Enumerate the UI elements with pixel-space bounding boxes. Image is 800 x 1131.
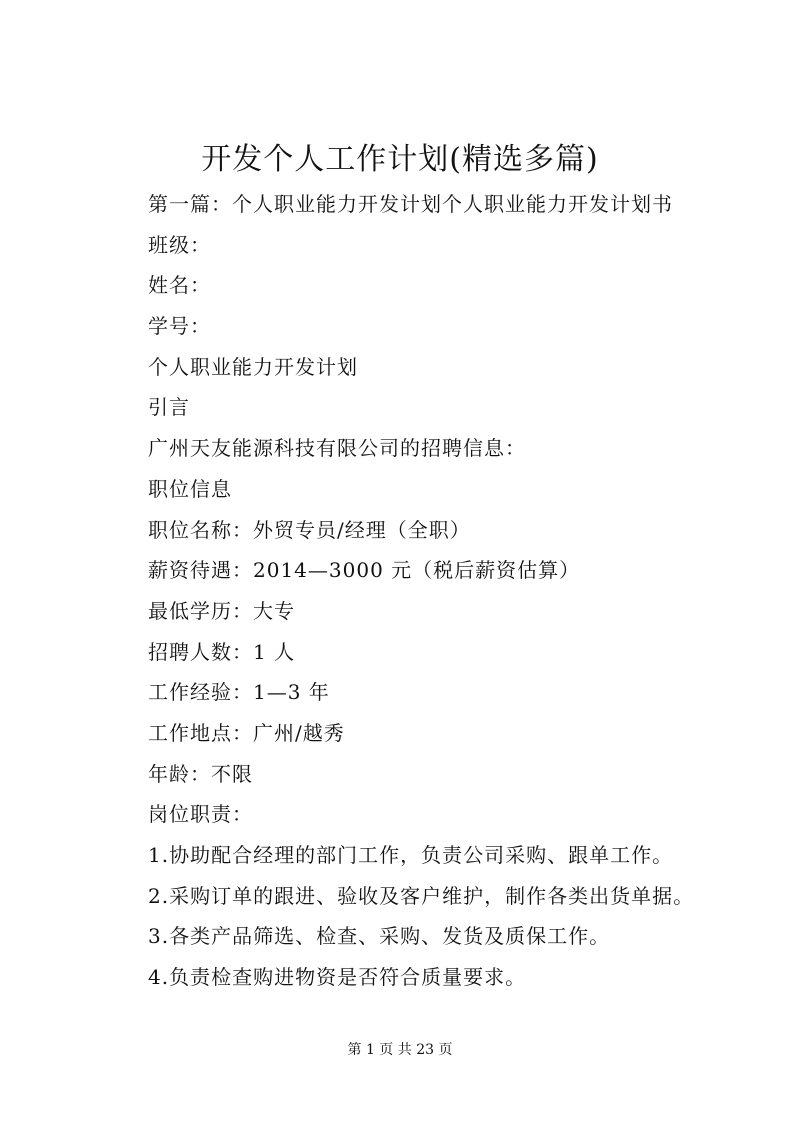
- text-line: 引言: [148, 395, 190, 420]
- text-line: 工作地点：广州/越秀: [148, 720, 345, 745]
- text-line: 班级：: [148, 232, 211, 257]
- text-line: 3.各类产品筛选、检查、采购、发货及质保工作。: [148, 924, 611, 949]
- text-line: 第一篇：个人职业能力开发计划个人职业能力开发计划书: [148, 192, 673, 216]
- text-line: 个人职业能力开发计划: [148, 354, 358, 379]
- text-line: 广州天友能源科技有限公司的招聘信息：: [148, 436, 526, 461]
- text-line: 年龄：不限: [148, 761, 253, 786]
- text-line: 薪资待遇：2014—3000 元（税后薪资估算）: [148, 558, 581, 583]
- text-line: 工作经验：1—3 年: [148, 680, 330, 705]
- text-line: 招聘人数：1 人: [148, 639, 296, 664]
- text-line: 1.协助配合经理的部门工作，负责公司采购、跟单工作。: [148, 843, 674, 867]
- document-body: [148, 184, 748, 998]
- document-title: 开发个人工作计划(精选多篇): [201, 142, 599, 177]
- text-line: 职位名称：外贸专员/经理（全职）: [148, 517, 471, 542]
- text-line: 最低学历：大专: [148, 598, 295, 623]
- text-line: 姓名：: [148, 273, 211, 298]
- text-line: 岗位职责：: [148, 802, 253, 827]
- page-footer: 第 1 页 共 23 页: [347, 1042, 453, 1058]
- text-line: 2.采购订单的跟进、验收及客户维护，制作各类出货单据。: [148, 883, 695, 908]
- text-line: 学号：: [148, 314, 211, 339]
- text-line: 4.负责检查购进物资是否符合质量要求。: [148, 965, 527, 990]
- text-line: 职位信息: [148, 476, 232, 501]
